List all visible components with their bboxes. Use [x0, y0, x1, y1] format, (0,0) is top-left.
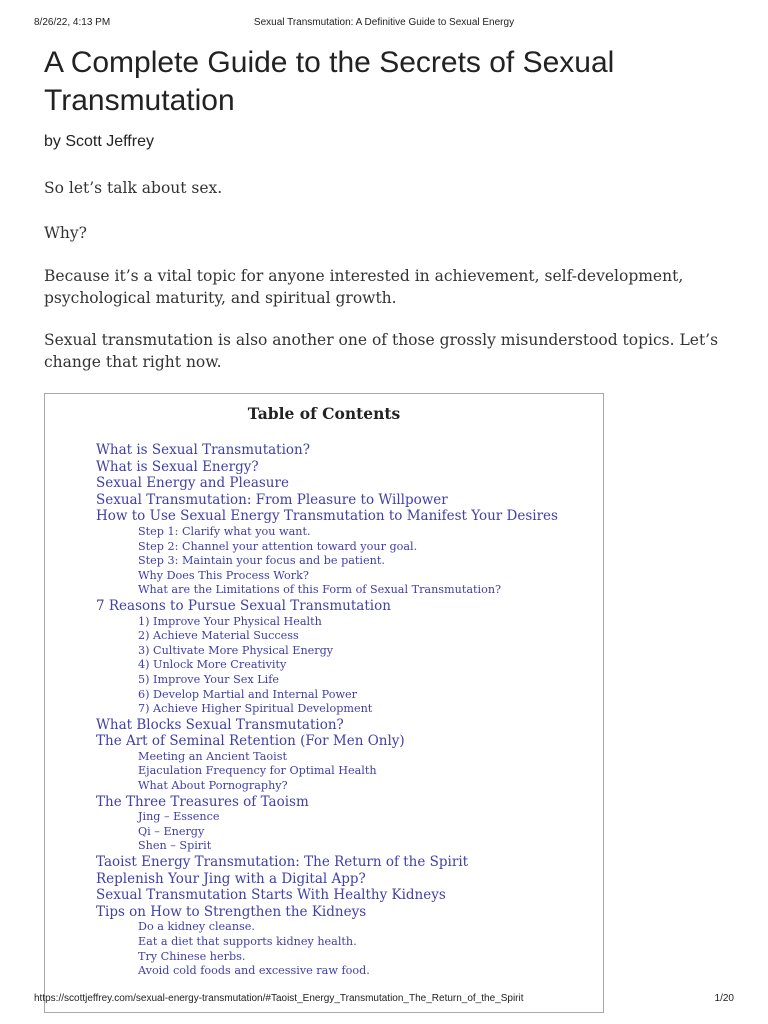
toc-sublink[interactable]: Step 2: Channel your attention toward your goal. [138, 539, 418, 553]
toc-title: Table of Contents [247, 404, 401, 423]
toc-list [45, 442, 603, 979]
article-paragraph: So let’s talk about sex. [44, 179, 223, 197]
toc-sublink[interactable]: 4) Unlock More Creativity [138, 658, 287, 672]
print-url: https://scottjeffrey.com/sexual-energy-transmutation/#Taoist_Energy_Transmutation_The_Return_of_the_Spirit [34, 993, 524, 1004]
toc-sublink[interactable]: Eat a diet that supports kidney health. [138, 935, 357, 948]
toc-sublink[interactable]: 3) Cultivate More Physical Energy [138, 643, 334, 657]
toc-link[interactable]: Sexual Transmutation: From Pleasure to Willpower [96, 491, 448, 508]
toc-sublink[interactable]: Try Chinese herbs. [138, 949, 246, 963]
toc-sublink[interactable]: Step 1: Clarify what you want. [138, 524, 311, 538]
toc-sublink[interactable]: Jing – Essence [138, 810, 220, 824]
toc-sublink[interactable]: Qi – Energy [138, 824, 205, 838]
print-page-title: Sexual Transmutation: A Definitive Guide to Sexual Energy [253, 17, 515, 28]
toc-sublink[interactable]: Step 3: Maintain your focus and be patient. [138, 554, 385, 568]
article-paragraph: Sexual transmutation is also another one of those grossly misunderstood topics. Let’s change that right now. [44, 331, 719, 371]
article-paragraph: Why? [44, 224, 87, 242]
toc-sublink[interactable]: 5) Improve Your Sex Life [138, 672, 279, 686]
article-byline: by Scott Jeffrey [44, 133, 154, 150]
toc-link[interactable]: 7 Reasons to Pursue Sexual Transmutation [96, 597, 391, 614]
toc-sublink[interactable]: 7) Achieve Higher Spiritual Development [138, 702, 373, 716]
toc-link[interactable]: The Three Treasures of Taoism [96, 793, 309, 810]
toc-sublink[interactable]: Shen – Spirit [138, 839, 212, 853]
toc-link[interactable]: Replenish Your Jing with a Digital App? [96, 870, 366, 887]
toc-link[interactable]: The Art of Seminal Retention (For Men Only) [96, 733, 405, 750]
toc-link[interactable]: What is Sexual Energy? [96, 458, 259, 475]
toc-sublink[interactable]: Avoid cold foods and excessive raw food. [138, 964, 370, 978]
toc-link[interactable]: What Blocks Sexual Transmutation? [96, 716, 344, 733]
toc-link[interactable]: What is Sexual Transmutation? [96, 442, 310, 458]
print-page-number: 1/20 [714, 993, 734, 1004]
toc-sublink[interactable]: What are the Limitations of this Form of Sexual Transmutation? [138, 583, 502, 597]
article-title: A Complete Guide to the Secrets of Sexual Transmutation [44, 46, 615, 117]
print-footer [34, 993, 734, 1007]
toc-sublink[interactable]: Do a kidney cleanse. [138, 920, 255, 934]
toc-sublink[interactable]: Ejaculation Frequency for Optimal Health [138, 764, 377, 778]
toc-sublink[interactable]: 2) Achieve Material Success [138, 629, 299, 643]
toc-link[interactable]: Sexual Energy and Pleasure [96, 475, 289, 492]
article-paragraph: Because it’s a vital topic for anyone interested in achievement, self-development, psychological maturity, and spiritual growth. [44, 267, 684, 307]
print-datetime: 8/26/22, 4:13 PM [34, 17, 111, 28]
table-of-contents [44, 393, 604, 1013]
toc-link[interactable]: How to Use Sexual Energy Transmutation to Manifest Your Desires [96, 508, 558, 525]
toc-sublink[interactable]: 6) Develop Martial and Internal Power [138, 687, 357, 701]
toc-link[interactable]: Tips on How to Strengthen the Kidneys [96, 903, 367, 920]
toc-sublink[interactable]: What About Pornography? [138, 779, 288, 793]
toc-sublink[interactable]: Why Does This Process Work? [138, 568, 309, 582]
print-header [34, 17, 734, 31]
toc-link[interactable]: Sexual Transmutation Starts With Healthy Kidneys [96, 887, 446, 904]
toc-sublink[interactable]: Meeting an Ancient Taoist [138, 749, 287, 763]
toc-sublink[interactable]: 1) Improve Your Physical Health [138, 614, 322, 628]
toc-link[interactable]: Taoist Energy Transmutation: The Return of the Spirit [96, 854, 469, 871]
